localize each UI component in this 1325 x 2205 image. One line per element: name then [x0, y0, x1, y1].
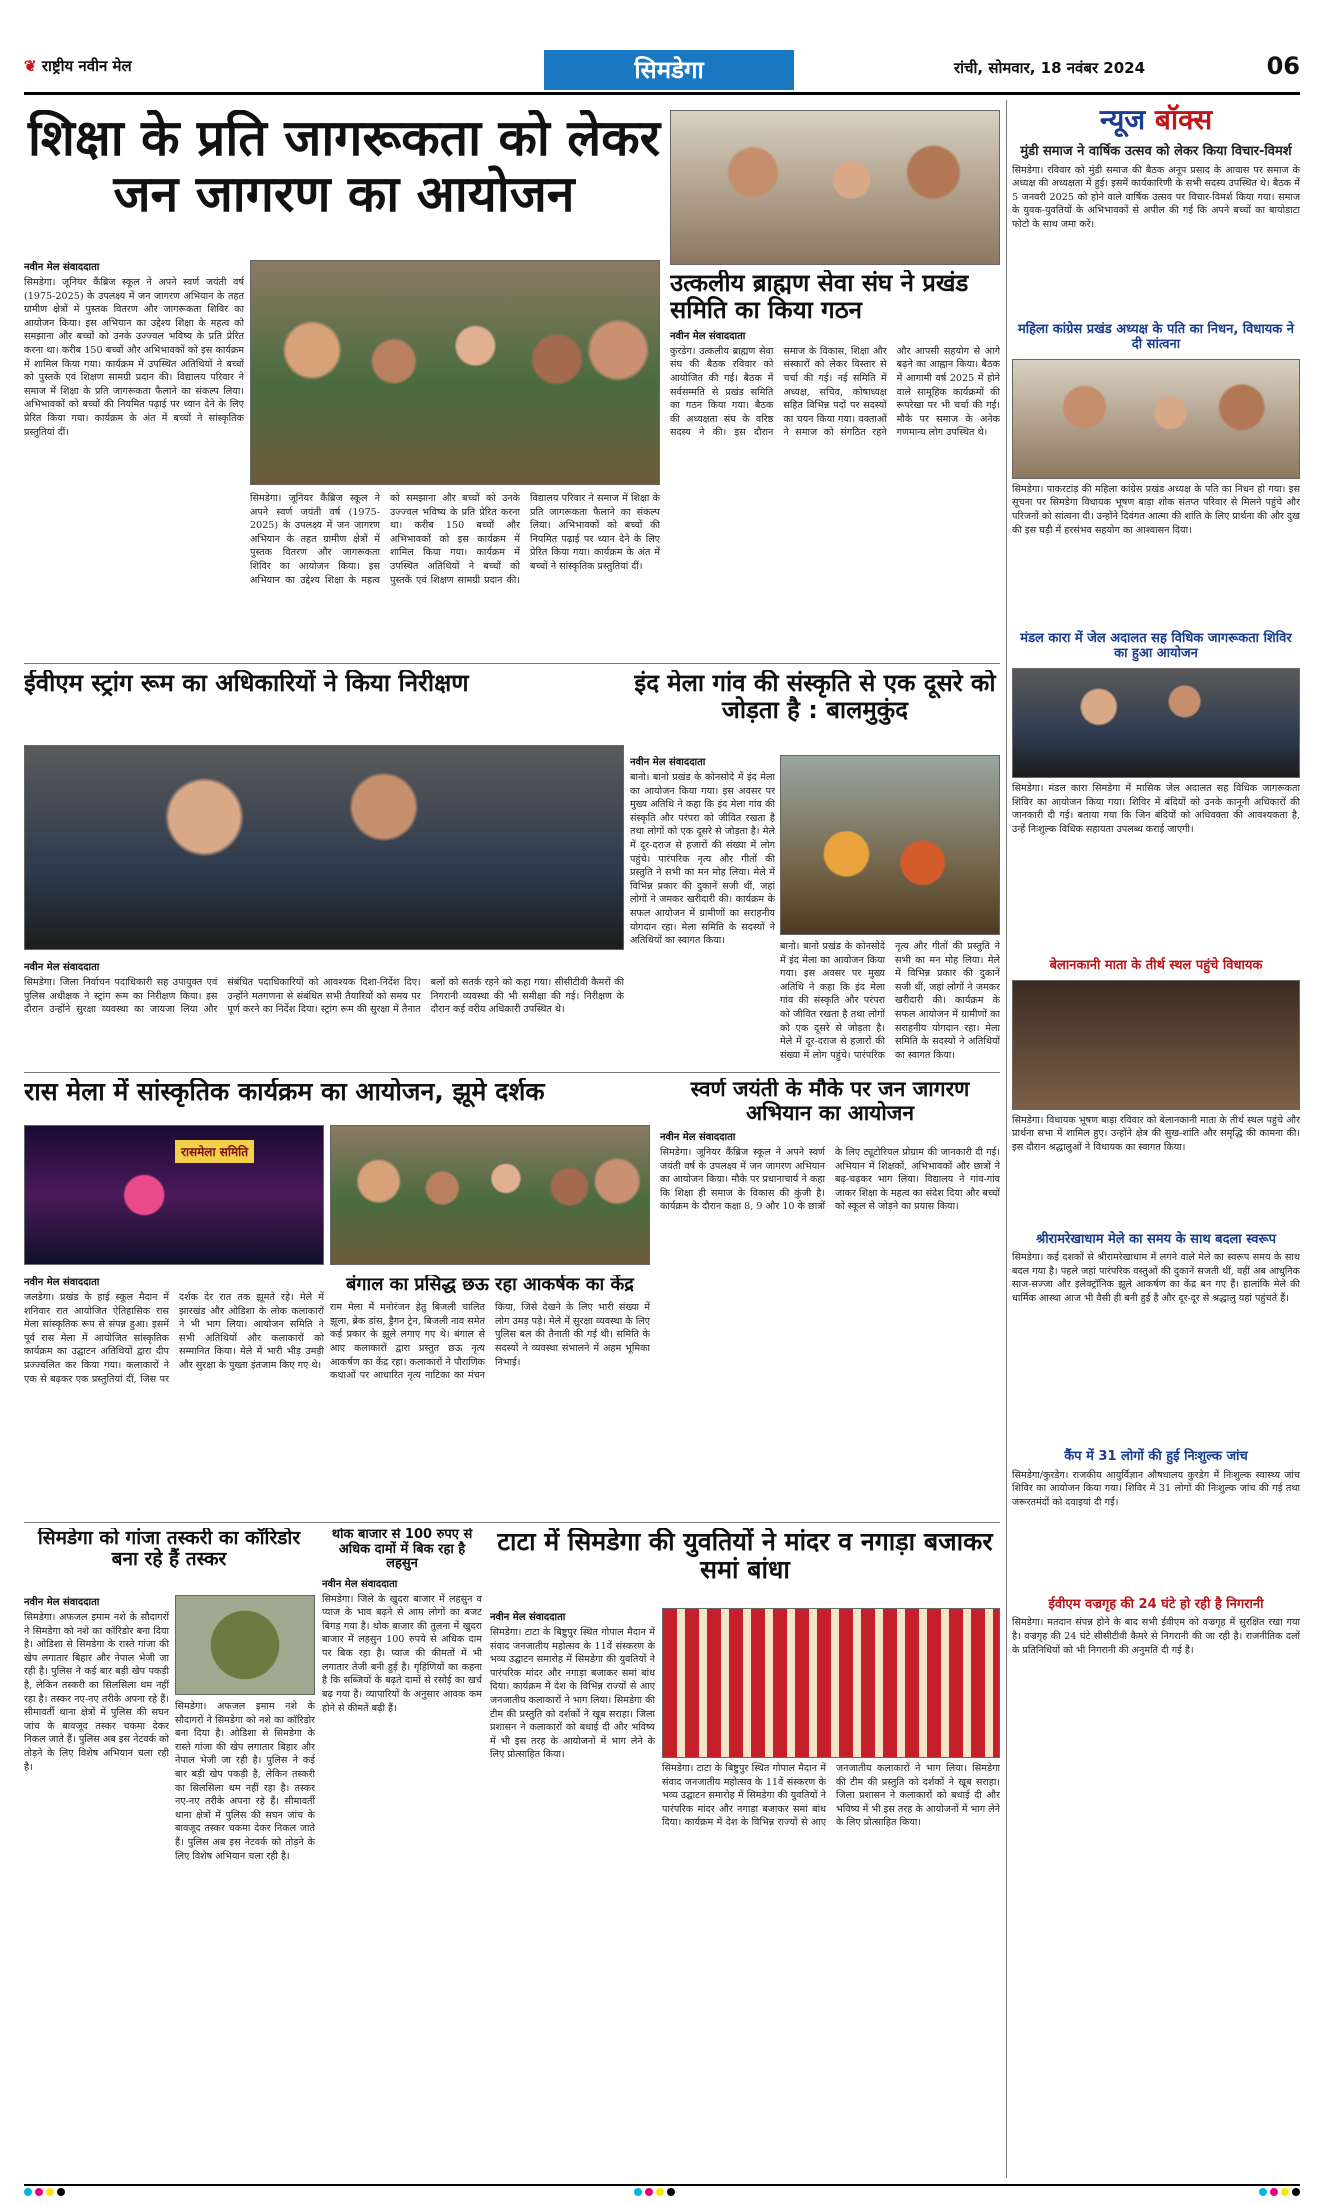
news-box-title [1012, 100, 1300, 138]
news-item-heading: मुंडी समाज ने वार्षिक उत्सव को लेकर किया विचार-विमर्श [1020, 144, 1292, 159]
section-title: सिमडेगा [544, 50, 794, 90]
news-box [1012, 100, 1300, 2178]
newspaper-brand [24, 56, 132, 76]
story-body: कुरडेग। उत्कलीय ब्राह्मण सेवा संघ की बैठक रविवार को आयोजित की गई। बैठक में सर्वसम्मति से प्रखंड समिति का गठन किया गया। बैठक की अध्यक्षता संघ के वरिष्ठ सदस्य ने की। इस दौरान समाज के विकास, शिक्षा और संस्कारों को लेकर विस्तार से चर्चा की गई। नई समिति में अध्यक्ष, सचिव, कोषाध्यक्ष सहित विभिन्न पदों पर सदस्यों का चयन किया गया। वक्ताओं ने समाज को संगठित रहने और आपसी सहयोग से आगे बढ़ने का आह्वान किया। बैठक में आगामी वर्ष 2025 में होने वाले सामूहिक कार्यक्रमों की रूपरेखा पर भी चर्चा की गई। मौके पर समाज के अनेक गणमान्य लोग उपस्थित थे। [670, 345, 1000, 439]
story-byline: नवीन मेल संवाददाता [670, 330, 746, 342]
photo-education-villagers [250, 260, 660, 485]
story-byline: नवीन मेल संवाददाता [24, 962, 100, 973]
cyan-swatch [634, 2188, 642, 2196]
story-body: बानो। बानो प्रखंड के कोनसोदे में इंद मेला का आयोजन किया गया। इस अवसर पर मुख्य अतिथि ने कहा कि इंद मेला गांव की संस्कृति और परंपरा को जीवित रखता है तथा लोगों को एक दूसरे से जोड़ता है। मेले में दूर-दराज से हजारों की संख्या में लोग पहुंचे। पारंपरिक नृत्य और गीतों की प्रस्तुति ने सभी का मन मोह लिया। मेले में विभिन्न प्रकार की दुकानें सजी थीं, जहां लोगों ने जमकर खरीदारी की। कार्यक्रम के सफल आयोजन में ग्रामीणों का सराहनीय योगदान रहा। मेला समिति के सदस्यों ने अतिथियों का स्वागत किया। [780, 941, 1000, 1061]
story-education-body [24, 255, 244, 655]
news-item-body: सिमडेगा। कई दशकों से श्रीरामरेखाधाम में लगने वाले मेले का स्वरूप समय के साथ बदल गया है। पहले जहां पारंपरिक वस्तुओं की दुकानें सजती थीं, वहीं अब आधुनिक साज-सज्जा और इलेक्ट्रॉनिक झूले आकर्षण का केंद्र बन गए हैं। हालांकि मेले की धार्मिक आस्था आज भी वैसी ही बनी हुई है और दूर-दूर से श्रद्धालु यहां पहुंचते हैं। [1012, 1252, 1300, 1304]
photo-ras-mela-stage [24, 1125, 324, 1265]
magenta-swatch [35, 2188, 43, 2196]
brand-text: राष्ट्रीय नवीन मेल [41, 57, 132, 75]
yellow-swatch [1281, 2188, 1289, 2196]
divider [24, 1072, 1000, 1073]
color-registration-marks-center [634, 2188, 675, 2196]
photo-ind-mela-market [780, 755, 1000, 935]
cyan-swatch [24, 2188, 32, 2196]
story-byline: नवीन मेल संवाददाता [24, 262, 100, 273]
black-swatch [57, 2188, 65, 2196]
magenta-swatch [645, 2188, 653, 2196]
story-headline: ईवीएम स्ट्रांग रूम का अधिकारियों ने किया निरीक्षण [24, 670, 469, 697]
masthead-rule [24, 92, 1300, 95]
story-byline: नवीन मेल संवाददाता [322, 1578, 398, 1590]
news-item-heading: मंडल कारा में जेल अदालत सह विधिक जागरूकता शिविर का हुआ आयोजन [1020, 630, 1292, 662]
footer-rule [24, 2184, 1300, 2186]
story-headline: शिक्षा के प्रति जागरूकता को लेकर जन जागरण का आयोजन [27, 110, 661, 223]
color-registration-marks-left [24, 2188, 65, 2196]
story-ind-mela [630, 670, 1000, 750]
story-golden-jubilee [660, 1078, 1000, 1518]
story-evm-body [24, 955, 624, 1067]
story-body: राम मेला में मनोरंजन हेतु बिजली चालित झूला, ब्रेक डांस, ड्रैगन ट्रेन, बिजली नाव समेत कई प्रकार के झूले लगाए गए थे। बंगाल से आए कलाकारों द्वारा प्रस्तुत छऊ नृत्य आकर्षण का केंद्र रहा। कलाकारों ने पौराणिक कथाओं पर आधारित नृत्य नाटिका का मंचन किया, जिसे देखने के लिए भारी संख्या में लोग उमड़ पड़े। मेले में सुरक्षा व्यवस्था के लिए पुलिस बल की तैनाती की गई थी। समिति के सदस्यों ने व्यवस्था संभालने में अहम भूमिका निभाई। [330, 1302, 650, 1382]
photo-jail-court [1012, 668, 1300, 778]
story-education-body-continued [250, 492, 660, 657]
news-item-body: सिमडेगा। पाकरटांड़ की महिला कांग्रेस प्रखंड अध्यक्ष के पति का निधन हो गया। इस सूचना पर सिमडेगा विधायक भूषण बाड़ा शोक संतप्त परिवार से मिलने पहुंचे और परिजनों को सांत्वना दी। उन्होंने दिवंगत आत्मा की शांति के लिए प्रार्थना की और दुख की इस घड़ी में हरसंभव सहयोग का आश्वासन दिया। [1012, 483, 1300, 536]
story-headline: स्वर्ण जयंती के मौके पर जन जागरण अभियान का आयोजन [690, 1078, 970, 1125]
story-ind-mela-body [630, 750, 775, 1070]
page-footer [24, 2184, 1300, 2196]
story-body: सिमडेगा। जूनियर कैंब्रिज स्कूल ने अपने स्वर्ण जयंती वर्ष (1975-2025) के उपलक्ष्य में जन जागरण अभियान के तहत ग्रामीण क्षेत्रों में पुस्तक वितरण और जागरूकता शिविर का आयोजन किया। इस अभियान का उद्देश्य शिक्षा के महत्व को समझाना और बच्चों को उनके उज्ज्वल भविष्य के प्रति प्रेरित करना था। करीब 150 बच्चों और अभिभावकों को इस कार्यक्रम में शामिल किया गया। कार्यक्रम में उपस्थित अतिथियों ने बच्चों को पुस्तकें एवं शिक्षण सामग्री प्रदान की। विद्यालय परिवार ने समाज में शिक्षा के प्रति जागरूकता फैलाने का संकल्प लिया। अभिभावकों को बच्चों की नियमित पढ़ाई पर ध्यान देने के लिए प्रेरित किया गया। कार्यक्रम के अंत में बच्चों ने सांस्कृतिक प्रस्तुतियां दीं। [24, 277, 244, 438]
story-body: सिमडेगा। जिले के खुदरा बाजार में लहसुन व प्याज के भाव बढ़ने से आम लोगों का बजट बिगड़ गया है। थोक बाजार की तुलना में खुदरा बाजार में लहसुन 100 रुपये से अधिक दाम पर बिक रहा है। प्याज की कीमतों में भी लगातार तेजी बनी हुई है। गृहिणियों का कहना है कि सब्जियों के बढ़ते दामों से रसोई का खर्च बढ़ गया है। व्यापारियों के अनुसार आवक कम होने से कीमतें बढ़ी हैं। [322, 1593, 482, 1714]
story-body: सिमडेगा। टाटा के बिष्टुपुर स्थित गोपाल मैदान में संवाद जनजातीय महोत्सव के 11वें संस्करण के भव्य उद्घाटन समारोह में सिमडेगा की युवतियों ने पारंपरिक मांदर और नगाड़ा बजाकर समां बांध दिया। कार्यक्रम में देश के विभिन्न राज्यों से आए जनजातीय कलाकारों ने भाग लिया। सिमडेगा की टीम की प्रस्तुति को दर्शकों ने खूब सराहा। जिला प्रशासन ने कलाकारों को बधाई दी और भविष्य में भी इस तरह के आयोजनों में भाग लेने के लिए प्रोत्साहित किया। [490, 1627, 655, 1761]
story-garlic [322, 1528, 482, 2170]
news-item-body: सिमडेगा/कुरडेग। राजकीय आयुर्विज्ञान औषधालय कुरडेग में निःशुल्क स्वास्थ्य जांच शिविर का आयोजन किया गया। शिविर में 31 लोगों की निःशुल्क जांच की गई तथा जरूरतमंदों को दवाइयां दी गईं। [1012, 1469, 1300, 1508]
story-ras-mela [24, 1078, 644, 1118]
story-ganja-body-continued [175, 1700, 315, 2170]
black-swatch [667, 2188, 675, 2196]
story-byline: नवीन मेल संवाददाता [490, 1612, 566, 1623]
story-byline: नवीन मेल संवाददाता [24, 1597, 100, 1608]
news-item-body: सिमडेगा। मतदान संपन्न होने के बाद सभी ईवीएम को वज्रगृह में सुरक्षित रखा गया है। वज्रगृह की 24 घंटे सीसीटीवी कैमरे से निगरानी की जा रही है। राजनीतिक दलों के प्रतिनिधियों को भी निगरानी की अनुमति दी गई है। [1012, 1617, 1300, 1656]
story-tata-body [490, 1605, 655, 2170]
story-tata-body-continued [662, 1762, 1000, 2170]
story-headline: रास मेला में सांस्कृतिक कार्यक्रम का आयोजन, झूमे दर्शक [24, 1078, 545, 1106]
story-tata [490, 1528, 1000, 1598]
color-registration-marks-right [1259, 2188, 1300, 2196]
divider [24, 1522, 1000, 1523]
photo-condolence [1012, 359, 1300, 479]
photo-tata-dance [662, 1608, 1000, 1758]
story-body: सिमडेगा। टाटा के बिष्टुपुर स्थित गोपाल मैदान में संवाद जनजातीय महोत्सव के 11वें संस्करण के भव्य उद्घाटन समारोह में सिमडेगा की युवतियों ने पारंपरिक मांदर और नगाड़ा बजाकर समां बांध दिया। कार्यक्रम में देश के विभिन्न राज्यों से आए जनजातीय कलाकारों ने भाग लिया। सिमडेगा की टीम की प्रस्तुति को दर्शकों ने खूब सराहा। जिला प्रशासन ने कलाकारों को बधाई दी और भविष्य में भी इस तरह के आयोजनों में भाग लेने के लिए प्रोत्साहित किया। [662, 1763, 1000, 1829]
story-headline: इंद मेला गांव की संस्कृति से एक दूसरे को जोड़ता है : बालमुकुंद [634, 670, 996, 724]
divider [24, 663, 1000, 664]
yellow-swatch [46, 2188, 54, 2196]
story-body: सिमडेगा। जिला निर्वाचन पदाधिकारी सह उपायुक्त एवं पुलिस अधीक्षक ने स्ट्रांग रूम का निरीक्षण किया। इस दौरान उन्होंने सुरक्षा व्यवस्था का जायजा लिया और संबंधित पदाधिकारियों को आवश्यक दिशा-निर्देश दिए। उन्होंने मतगणना से संबंधित सभी तैयारियों को समय पर पूर्ण करने का निर्देश दिया। स्ट्रांग रूम की सुरक्षा में तैनात बलों को सतर्क रहने को कहा गया। सीसीटीवी कैमरों की निगरानी व्यवस्था की भी समीक्षा की गई। निरीक्षण के दौरान कई वरीय अधिकारी उपस्थित थे। [24, 977, 624, 1016]
page-number: 06 [1266, 52, 1300, 80]
story-body: सिमडेगा। जूनियर कैंब्रिज स्कूल ने अपने स्वर्ण जयंती वर्ष (1975-2025) के उपलक्ष्य में जन जागरण अभियान के तहत ग्रामीण क्षेत्रों में पुस्तक वितरण और जागरूकता शिविर का आयोजन किया। इस अभियान का उद्देश्य शिक्षा के महत्व को समझाना और बच्चों को उनके उज्ज्वल भविष्य के प्रति प्रेरित करना था। करीब 150 बच्चों और अभिभावकों को इस कार्यक्रम में शामिल किया गया। कार्यक्रम में उपस्थित अतिथियों ने बच्चों को पुस्तकें एवं शिक्षण सामग्री प्रदान की। विद्यालय परिवार ने समाज में शिक्षा के प्रति जागरूकता फैलाने का संकल्प लिया। अभिभावकों को बच्चों की नियमित पढ़ाई पर ध्यान देने के लिए प्रेरित किया गया। कार्यक्रम के अंत में बच्चों ने सांस्कृतिक प्रस्तुतियां दीं। [250, 493, 660, 586]
story-ind-mela-body-continued [780, 940, 1000, 1068]
photo-brahman-meeting [670, 110, 1000, 265]
story-chhath [330, 1275, 650, 1515]
story-body: बानो। बानो प्रखंड के कोनसोदे में इंद मेला का आयोजन किया गया। इस अवसर पर मुख्य अतिथि ने कहा कि इंद मेला गांव की संस्कृति और परंपरा को जीवित रखता है तथा लोगों को एक दूसरे से जोड़ता है। मेले में दूर-दराज से हजारों की संख्या में लोग पहुंचे। पारंपरिक नृत्य और गीतों की प्रस्तुति ने सभी का मन मोह लिया। मेले में विभिन्न प्रकार की दुकानें सजी थीं, जहां लोगों ने जमकर खरीदारी की। कार्यक्रम के सफल आयोजन में ग्रामीणों का सराहनीय योगदान रहा। मेला समिति के सदस्यों ने अतिथियों का स्वागत किया। [630, 772, 775, 947]
news-box-title-part1: न्यूज [1099, 103, 1146, 136]
leaf-icon: ❦ [24, 57, 37, 75]
photo-ras-mela-audience [330, 1125, 650, 1265]
photo-belankani [1012, 980, 1300, 1110]
story-headline: टाटा में सिमडेगा की युवतियों ने मांदर व नगाड़ा बजाकर समां बांधा [497, 1528, 993, 1584]
news-item-heading: श्रीरामरेखाधाम मेले का समय के साथ बदला स्वरूप [1036, 1231, 1276, 1247]
news-item-heading: कैंप में 31 लोगों की हुई निःशुल्क जांच [1064, 1449, 1248, 1465]
news-item-heading: ईवीएम वज्रगृह की 24 घंटे हो रही है निगरानी [1048, 1596, 1264, 1612]
photo-ganja [175, 1595, 315, 1695]
story-body: जलडेगा। प्रखंड के हाई स्कूल मैदान में शनिवार रात आयोजित ऐतिहासिक रास मेला सांस्कृतिक रूप से संपन्न हुआ। इसमें पूर्व रास मेला में आयोजित सांस्कृतिक कार्यक्रम का उद्घाटन अतिथियों द्वारा दीप प्रज्ज्वलित कर किया गया। कलाकारों ने एक से बढ़कर एक प्रस्तुतियां दीं, जिस पर दर्शक देर रात तक झूमते रहे। मेले में झारखंड और ओडिशा के लोक कलाकारों ने भी भाग लिया। आयोजन समिति ने सभी अतिथियों और कलाकारों को सम्मानित किया। मेले में भारी भीड़ उमड़ी और सुरक्षा के पुख्ता इंतजाम किए गए थे। [24, 1292, 324, 1385]
news-item-body: सिमडेगा। विधायक भूषण बाड़ा रविवार को बेलानकानी माता के तीर्थ स्थल पहुंचे और प्रार्थना सभा में शामिल हुए। उन्होंने क्षेत्र की सुख-शांति और समृद्धि की कामना की। इस दौरान श्रद्धालुओं ने विधायक का स्वागत किया। [1012, 1114, 1300, 1153]
column-divider [1006, 100, 1007, 2178]
story-ras-mela-body [24, 1270, 324, 1515]
magenta-swatch [1270, 2188, 1278, 2196]
news-item-heading: बेलानकानी माता के तीर्थ स्थल पहुंचे विधायक [1049, 957, 1263, 973]
story-body: सिमडेगा। जूनियर कैंब्रिज स्कूल ने अपने स्वर्ण जयंती वर्ष के उपलक्ष्य में जन जागरण अभियान का आयोजन किया। मौके पर प्रधानाचार्य ने कहा कि शिक्षा ही समाज के विकास की कुंजी है। कार्यक्रम के दौरान कक्षा 8, 9 और 10 के छात्रों के लिए ट्यूटोरियल प्रोग्राम की जानकारी दी गई। अभियान में शिक्षकों, अभिभावकों और छात्रों ने बढ़-चढ़कर भाग लिया। विद्यालय ने गांव-गांव जाकर शिक्षा के महत्व का संदेश दिया और बच्चों को स्कूल से जोड़ने का प्रयास किया। [660, 1147, 1000, 1213]
dateline: रांची, सोमवार, 18 नवंबर 2024 [954, 59, 1146, 77]
story-headline: सिमडेगा को गांजा तस्करी का कॉरिडोर बना रहे हैं तस्कर [37, 1528, 301, 1571]
story-headline: उत्कलीय ब्राह्मण सेवा संघ ने प्रखंड समिति का किया गठन [670, 270, 969, 324]
news-box-title-part2: बॉक्स [1154, 103, 1213, 136]
story-body: सिमडेगा। अफजल इमाम नशे के सौदागरों ने सिमडेगा को नशे का कॉरिडोर बना दिया है। ओडिशा से सिमडेगा के रास्ते गांजा की खेप लगातार बिहार और नेपाल भेजी जा रही है। पुलिस ने कई बार बड़ी खेप पकड़ी है, लेकिन तस्करी का सिलसिला थम नहीं रहा है। तस्कर नए-नए तरीके अपना रहे हैं। सीमावर्ती थाना क्षेत्रों में पुलिस की सघन जांच के बावजूद तस्कर चकमा देकर निकल जाते हैं। पुलिस अब इस नेटवर्क को तोड़ने के लिए विशेष अभियान चला रही है। [175, 1701, 315, 1862]
news-item-body: सिमडेगा। रविवार को मुंडी समाज की बैठक अनूप प्रसाद के आवास पर समाज के अध्यक्ष की अध्यक्षता में हुई। इसमें कार्यकारिणी के सभी सदस्य उपस्थित थे। बैठक में 5 जनवरी 2025 को होने वाले वार्षिक उत्सव पर विचार-विमर्श किया गया। समाज के युवक-युवतियों के अभिभावकों से अपील की गई कि अपने बच्चों का बायोडाटा फोटो के साथ जमा करें। [1012, 164, 1300, 231]
stage-banner-text: रासमेला समिति [175, 1140, 254, 1163]
story-byline: नवीन मेल संवाददाता [660, 1132, 736, 1144]
story-byline: नवीन मेल संवाददाता [630, 757, 706, 768]
cyan-swatch [1259, 2188, 1267, 2196]
photo-evm-inspection [24, 745, 624, 950]
story-headline: थोक बाजार से 100 रुपए से अधिक दामों में बिक रहा है लहसुन [331, 1528, 473, 1572]
story-body: सिमडेगा। अफजल इमाम नशे के सौदागरों ने सिमडेगा को नशे का कॉरिडोर बना दिया है। ओडिशा से सिमडेगा के रास्ते गांजा की खेप लगातार बिहार और नेपाल भेजी जा रही है। पुलिस ने कई बार बड़ी खेप पकड़ी है, लेकिन तस्करी का सिलसिला थम नहीं रहा है। तस्कर नए-नए तरीके अपना रहे हैं। सीमावर्ती थाना क्षेत्रों में पुलिस की सघन जांच के बावजूद तस्कर चकमा देकर निकल जाते हैं। पुलिस अब इस नेटवर्क को तोड़ने के लिए विशेष अभियान चला रही है। [24, 1612, 169, 1773]
story-ganja-body [24, 1590, 169, 2170]
news-item-body: सिमडेगा। मंडल कारा सिमडेगा में मासिक जेल अदालत सह विधिक जागरूकता शिविर का आयोजन किया गया। शिविर में बंदियों को उनके कानूनी अधिकारों की जानकारी दी गई। बताया गया कि जिन बंदियों को अधिवक्ता की आवश्यकता है, उन्हें निःशुल्क विधिक सहायता उपलब्ध कराई जाएगी। [1012, 782, 1300, 835]
story-byline: नवीन मेल संवाददाता [24, 1277, 100, 1288]
story-headline: बंगाल का प्रसिद्ध छऊ रहा आकर्षक का केंद्र [346, 1275, 634, 1295]
yellow-swatch [656, 2188, 664, 2196]
masthead [24, 50, 1300, 96]
news-item-heading: महिला कांग्रेस प्रखंड अध्यक्ष के पति का निधन, विधायक ने दी सांत्वना [1017, 321, 1295, 353]
story-brahman [670, 270, 1000, 660]
story-evm [24, 670, 494, 720]
black-swatch [1292, 2188, 1300, 2196]
